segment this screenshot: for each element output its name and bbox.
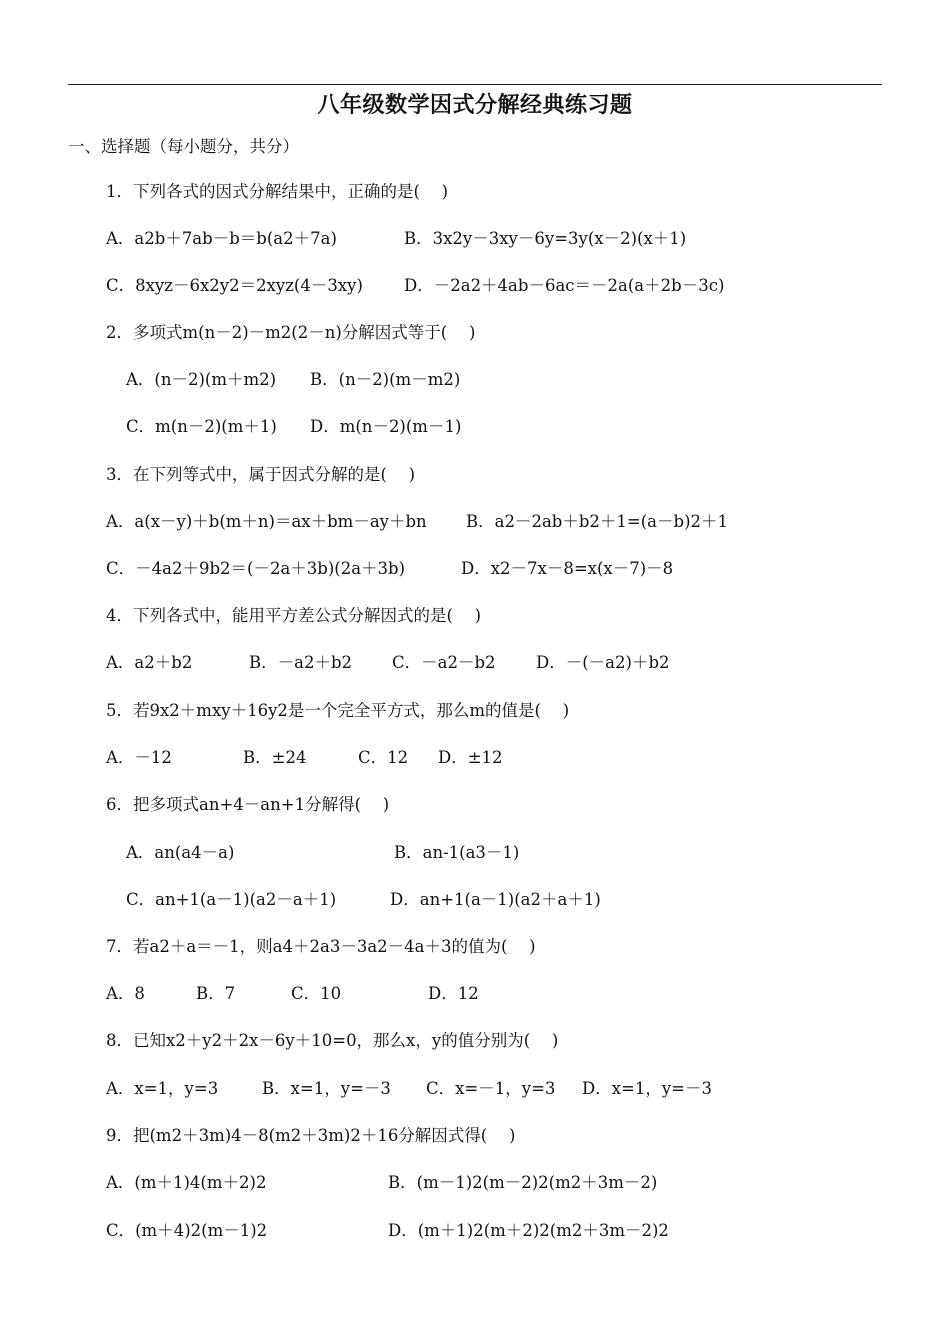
question-1-stem: 1．下列各式的因式分解结果中，正确的是( ) xyxy=(106,182,449,201)
option-d: D．x=1，y=－3 xyxy=(582,1079,713,1098)
option-b: B．a2－2ab＋b2＋1=(a－b)2＋1 xyxy=(466,512,729,531)
header-rule xyxy=(68,84,882,85)
question-5-stem: 5．若9x2＋mxy＋16y2是一个完全平方式，那么m的值是( ) xyxy=(106,701,570,720)
option-d: D．－(－a2)＋b2 xyxy=(536,653,670,672)
option-d: D．12 xyxy=(428,984,479,1003)
question-6-stem: 6．把多项式an+4－an+1分解得( ) xyxy=(106,795,390,814)
question-8-stem: 8．已知x2＋y2＋2x－6y＋10=0，那么x，y的值分别为( ) xyxy=(106,1031,559,1050)
question-9-stem: 9．把(m2＋3m)4－8(m2＋3m)2＋16分解因式得( ) xyxy=(106,1126,516,1145)
question-4-stem: 4．下列各式中，能用平方差公式分解因式的是( ) xyxy=(106,606,482,625)
option-a: A．a2＋b2 xyxy=(106,653,193,672)
option-c: C．－a2－b2 xyxy=(392,653,496,672)
option-d: D．(m＋1)2(m＋2)2(m2＋3m－2)2 xyxy=(388,1221,669,1240)
option-b: B．x=1，y=－3 xyxy=(262,1079,391,1098)
option-d: D．an+1(a－1)(a2＋a＋1) xyxy=(390,890,601,909)
option-c: C．－4a2＋9b2＝(－2a＋3b)(2a＋3b) xyxy=(106,559,406,578)
option-a: A．8 xyxy=(106,984,145,1003)
option-d: D．x2－7x－8=x(x－7)－8 xyxy=(461,559,674,578)
option-c: C．10 xyxy=(291,984,342,1003)
option-d: D．－2a2＋4ab－6ac＝－2a(a＋2b－3c) xyxy=(404,276,725,295)
option-d: D．m(n－2)(m－1) xyxy=(310,417,462,436)
option-c: C．12 xyxy=(358,748,409,767)
section-heading: 一、选择题（每小题分，共分） xyxy=(68,137,299,156)
option-a: A．a2b＋7ab－b＝b(a2＋7a) xyxy=(106,229,337,248)
option-a: A．－12 xyxy=(106,748,172,767)
option-b: B．(n－2)(m－m2) xyxy=(310,370,461,389)
option-b: B．－a2＋b2 xyxy=(249,653,353,672)
option-b: B．3x2y－3xy－6y=3y(x－2)(x＋1) xyxy=(404,229,687,248)
option-d: D．±12 xyxy=(438,748,503,767)
option-a: A．an(a4－a) xyxy=(126,843,235,862)
option-c: C．x=－1，y=3 xyxy=(426,1079,556,1098)
option-b: B．an-1(a3－1) xyxy=(394,843,520,862)
option-c: C．m(n－2)(m＋1) xyxy=(126,417,277,436)
option-c: C．an+1(a－1)(a2－a＋1) xyxy=(126,890,337,909)
option-a: A．(m＋1)4(m＋2)2 xyxy=(106,1173,267,1192)
option-c: C．(m＋4)2(m－1)2 xyxy=(106,1221,268,1240)
option-b: B．(m－1)2(m－2)2(m2＋3m－2) xyxy=(388,1173,658,1192)
option-a: A．a(x－y)＋b(m＋n)＝ax＋bm－ay＋bn xyxy=(106,512,427,531)
page-title: 八年级数学因式分解经典练习题 xyxy=(317,92,633,118)
option-a: A．(n－2)(m＋m2) xyxy=(126,370,277,389)
option-a: A．x=1，y=3 xyxy=(106,1079,219,1098)
question-3-stem: 3．在下列等式中，属于因式分解的是( ) xyxy=(106,465,416,484)
question-2-stem: 2．多项式m(n－2)－m2(2－n)分解因式等于( ) xyxy=(106,323,476,342)
option-c: C．8xyz－6x2y2＝2xyz(4－3xy) xyxy=(106,276,363,295)
option-b: B．±24 xyxy=(243,748,307,767)
option-b: B．7 xyxy=(196,984,236,1003)
question-7-stem: 7．若a2＋a＝－1，则a4＋2a3－3a2－4a＋3的值为( ) xyxy=(106,937,536,956)
